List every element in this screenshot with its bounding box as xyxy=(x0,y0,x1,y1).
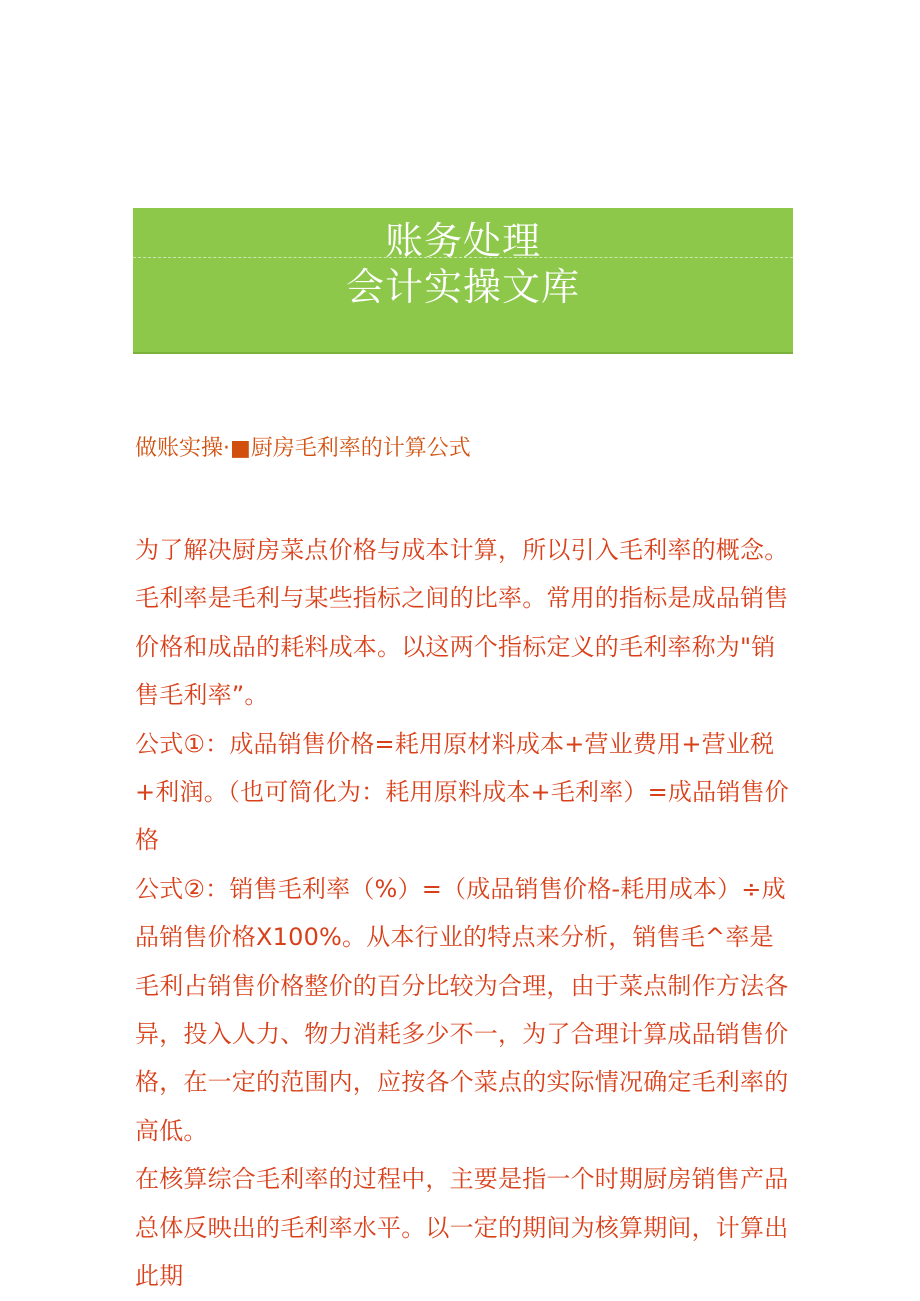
paragraph-composite-margin: 在核算综合毛利率的过程中，主要是指一个时期厨房销售产品总体反映出的毛利率水平。以一定的期间为核算期间，计算出此期 xyxy=(135,1165,789,1291)
banner-title-line1: 账务处理 xyxy=(384,219,541,263)
paragraph-intro: 为了解决厨房菜点价格与成本计算，所以引入毛利率的概念。毛利率是毛利与某些指标之间的比率。常用的指标是成品销售价格和成品的耗料成本。以这两个指标定义的毛利率称为"销售毛利率”。 xyxy=(135,536,789,710)
banner-title-line2: 会计实操文库 xyxy=(345,265,580,309)
document-title: 做账实操·■厨房毛利率的计算公式 xyxy=(135,436,471,461)
document-body xyxy=(135,526,790,1301)
paragraph-formula-1: 公式①：成品销售价格=耗用原材料成本+营业费用+营业税+利润。（也可简化为：耗用原料成本+毛利率）=成品销售价格 xyxy=(135,729,789,855)
paragraph-formula-2: 公式②：销售毛利率（%）=（成品销售价格-耗用成本）÷成品销售价格X100%。从本行业的特点来分析，销售毛^率是毛利占销售价格整价的百分比较为合理，由于菜点制作方法各异，投入人力、物力消耗多少不一，为了合理计算成品销售价格，在一定的范围内，应按各个菜点的实际情况确定毛利率的高低。 xyxy=(135,874,789,1145)
header-banner xyxy=(133,208,793,354)
banner-divider xyxy=(133,257,793,258)
